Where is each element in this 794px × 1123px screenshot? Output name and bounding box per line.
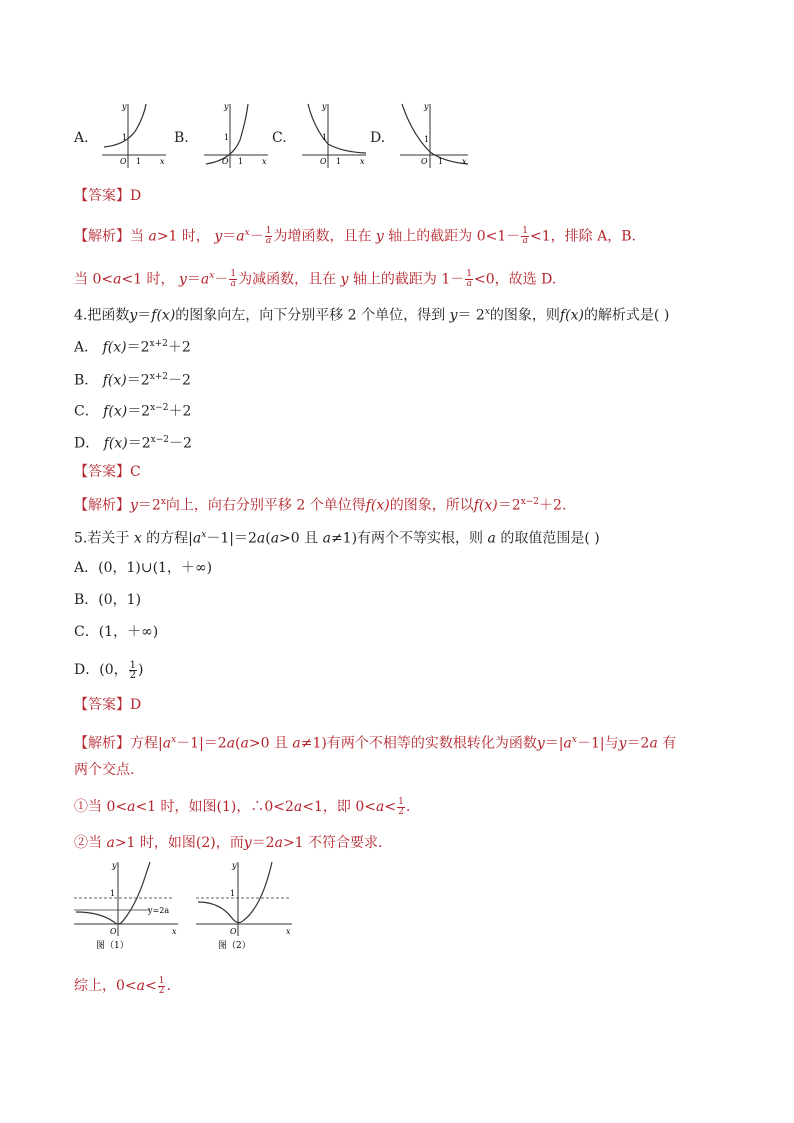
tick-label: 1: [238, 157, 244, 166]
origin-label: O: [320, 157, 327, 166]
x-axis-label: x: [160, 157, 165, 166]
q4-answer: 【答案】C: [74, 464, 141, 480]
x-axis-label: x: [172, 927, 177, 936]
q5-option-c: C．(1，＋∞): [74, 624, 159, 640]
tick-label: 1: [322, 133, 328, 142]
origin-label: O: [110, 927, 117, 936]
tick-label: 1: [438, 157, 444, 166]
figure-2: [192, 860, 296, 952]
tick-label: 1: [110, 889, 116, 898]
x-axis-label: x: [360, 157, 365, 166]
q4-option-a: A． $f(x)=2^{x+2}+2$: [74, 339, 191, 356]
origin-label: O: [230, 927, 237, 936]
x-axis-label: x: [286, 927, 291, 936]
q5-option-a: A．(0，1)∪(1，＋∞): [74, 560, 213, 576]
option-b-label: B.: [174, 130, 189, 146]
fraction: $\frac{1}{a}$: [230, 269, 237, 290]
q3-analysis-line1: 【解析】当 a>1 时， $y=a^x-$ $\frac{1}{a}$ 为增函数，且在 y 轴上的截距为 0<1－ $\frac{1}{a}$ <1，排除 A，B.: [74, 226, 636, 247]
origin-label: O: [222, 157, 229, 166]
tick-label: 1: [136, 157, 142, 166]
y-axis-label: y: [424, 102, 429, 111]
q4-analysis: 【解析】$y=2^x$向上，向右分别平移 2 个单位得f(x)的图象，所以$f(x)=2^{x-2}+2$.: [74, 497, 567, 514]
option-d-label: D.: [370, 130, 386, 146]
q4-stem: 4.把函数y＝f(x)的图象向左，向下分别平移 2 个单位，得到 $y= 2^x$的图象，则f(x)的解析式是( ): [74, 307, 670, 324]
option-b-graph: [198, 100, 274, 172]
origin-label: O: [120, 157, 127, 166]
y-axis-label: y: [112, 861, 117, 870]
y-axis-label: y: [322, 102, 327, 111]
x-axis-label: x: [462, 157, 467, 166]
option-a-graph: [96, 100, 172, 172]
tick-label: 1: [424, 135, 430, 144]
q4-option-b: B． $f(x)=2^{x+2}-2$: [74, 372, 191, 389]
line-label: y=2a: [148, 906, 170, 915]
y-axis-label: y: [224, 102, 229, 111]
q5-option-b: B．(0，1): [74, 592, 142, 608]
option-c-label: C.: [272, 130, 287, 146]
origin-label: O: [421, 157, 428, 166]
q5-case2: ②当 a>1 时，如图(2)，而y＝2a>1 不符合要求.: [74, 835, 383, 851]
figure-1-caption: 图（1）: [96, 941, 129, 951]
q5-stem: 5.若关于 x 的方程$|a^x-1|=2a(a>0$ 且 a≠1)有两个不等实根，则 a 的取值范围是( ): [74, 530, 600, 547]
option-a-label: A.: [74, 130, 89, 146]
x-axis-label: x: [262, 157, 267, 166]
tick-label: 1: [224, 133, 230, 142]
q4-option-c: C． $f(x)=2^{x-2}+2$: [74, 403, 192, 420]
fraction: $\frac{1}{a}$: [466, 269, 473, 290]
tick-label: 1: [122, 133, 128, 142]
y-axis-label: y: [122, 102, 127, 111]
option-c-graph: [296, 100, 372, 172]
q5-answer: 【答案】D: [74, 697, 142, 713]
q5-option-d: D．(0， $\frac{1}{2}$ ): [74, 659, 144, 681]
figure-2-caption: 图（2）: [218, 941, 251, 951]
tick-label: 1: [230, 889, 236, 898]
q5-analysis-line1: 【解析】方程$|a^x-1|=2a(a>0$ 且 a≠1)有两个不相等的实数根转化为函数$y=|a^x-1|$与y＝2a 有: [74, 735, 677, 752]
q5-case1: ①当 0<a<1 时，如图(1)，∴0<2a<1，即 0<a< $\frac{1}{2}$ .: [74, 796, 411, 817]
tick-label: 1: [336, 157, 342, 166]
q5-analysis-line2: 两个交点.: [74, 762, 135, 778]
y-axis-label: y: [232, 861, 237, 870]
option-d-graph: [394, 100, 474, 172]
figure-1: [70, 860, 182, 952]
q4-option-d: D． $f(x)=2^{x-2}-2$: [74, 435, 192, 452]
fraction: $\frac{1}{a}$: [522, 226, 529, 247]
q3-analysis-line2: 当 0<a<1 时， $y=a^x-$ $\frac{1}{a}$ 为减函数，且在 y 轴上的截距为 1－ $\frac{1}{a}$ <0，故选 D.: [74, 269, 557, 290]
q3-answer: 【答案】D: [74, 188, 142, 204]
fraction: $\frac{1}{a}$: [265, 226, 272, 247]
q5-conclusion: 综上，0<a< $\frac{1}{2}$ .: [74, 975, 171, 996]
